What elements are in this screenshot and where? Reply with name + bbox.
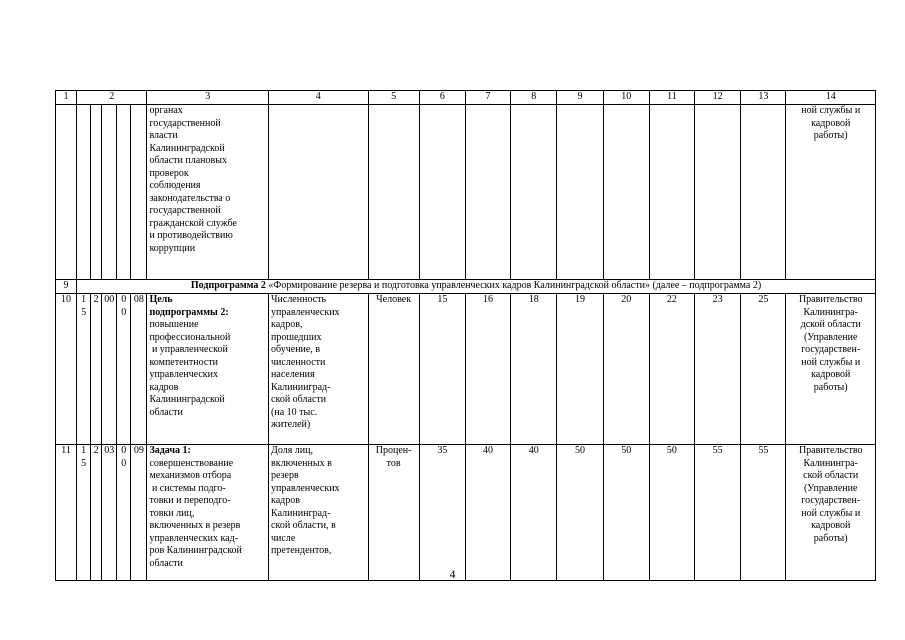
subprogram-title: Подпрограмма 2 «Формирование резерва и подготовка управленческих кадров Калининградской области» (далее – подпрограмма 2): [77, 280, 876, 294]
value-cell: 20: [603, 294, 649, 445]
page-number: 4: [449, 567, 456, 581]
col-header: 3: [147, 91, 269, 105]
code-cell: 00: [117, 294, 131, 445]
value-cell: 55: [741, 445, 786, 581]
column-number-row: [56, 91, 876, 105]
col-header: 12: [695, 91, 741, 105]
subprogram-row: [56, 280, 876, 294]
responsible-cell: ной службы и кадровой работы): [786, 105, 876, 280]
value-cell: 50: [557, 445, 603, 581]
table-row: [56, 294, 876, 445]
col-header: 6: [419, 91, 465, 105]
col-header: 7: [465, 91, 510, 105]
value-cell: 22: [649, 294, 694, 445]
col-header: 10: [603, 91, 649, 105]
unit-cell: Человек: [368, 294, 419, 445]
indicator-cell: Численность управленческих кадров, прошедших обучение, в численности населения Калинииград- ской области (на 10 тыс. жителей): [269, 294, 368, 445]
code-cell: 15: [77, 445, 91, 581]
value-cell: 23: [695, 294, 741, 445]
code-cell: 00: [117, 445, 131, 581]
code-cell: 15: [77, 294, 91, 445]
code-cell: 2: [91, 294, 102, 445]
indicators-table: [55, 90, 876, 581]
indicator-cell: Доля лиц, включенных в резерв управленческих кадров Калининград- ской области, в числе претендентов,: [269, 445, 368, 581]
value-cell: 15: [419, 294, 465, 445]
col-header: 11: [649, 91, 694, 105]
measure-name-cell: Задача 1: совершенствование механизмов отбора и системы подго- товки и переподго- товки лиц, включенных в резерв управленческих кад- ров Калининградской области: [147, 445, 269, 581]
responsible-cell: Правительство Калинингра- дской области (Управление государствен- ной службы и кадровой работы): [786, 294, 876, 445]
measure-name-cell: Цель подпрограммы 2: повышение профессиональной и управленческой компетентности управленческих кадров Калининградской области: [147, 294, 269, 445]
value-cell: 55: [695, 445, 741, 581]
measure-name-cell: органах государственной власти Калининградской области плановых проверок соблюдения законодательства о государственной гражданской службе и противодействию коррупции: [147, 105, 269, 280]
responsible-cell: Правительство Калинингра- ской области (Управление государствен- ной службы и кадровой работы): [786, 445, 876, 581]
unit-cell: Процен- тов: [368, 445, 419, 581]
value-cell: 25: [741, 294, 786, 445]
code-cell: 03: [102, 445, 117, 581]
col-header: 14: [786, 91, 876, 105]
row-number: 11: [56, 445, 77, 581]
value-cell: 35: [419, 445, 465, 581]
value-cell: 40: [465, 445, 510, 581]
col-header: 13: [741, 91, 786, 105]
table-row: [56, 105, 876, 280]
table-row: [56, 445, 876, 581]
value-cell: 19: [557, 294, 603, 445]
value-cell: 16: [465, 294, 510, 445]
value-cell: 50: [603, 445, 649, 581]
col-header: 9: [557, 91, 603, 105]
code-cell: 2: [91, 445, 102, 581]
value-cell: 40: [511, 445, 557, 581]
row-number: 9: [56, 280, 77, 294]
col-header: 5: [368, 91, 419, 105]
row-number: 10: [56, 294, 77, 445]
code-cell: 08: [131, 294, 147, 445]
col-header: 2: [77, 91, 147, 105]
code-cell: 00: [102, 294, 117, 445]
col-header: 4: [269, 91, 368, 105]
col-header: 8: [511, 91, 557, 105]
value-cell: 18: [511, 294, 557, 445]
col-header: 1: [56, 91, 77, 105]
value-cell: 50: [649, 445, 694, 581]
code-cell: 09: [131, 445, 147, 581]
